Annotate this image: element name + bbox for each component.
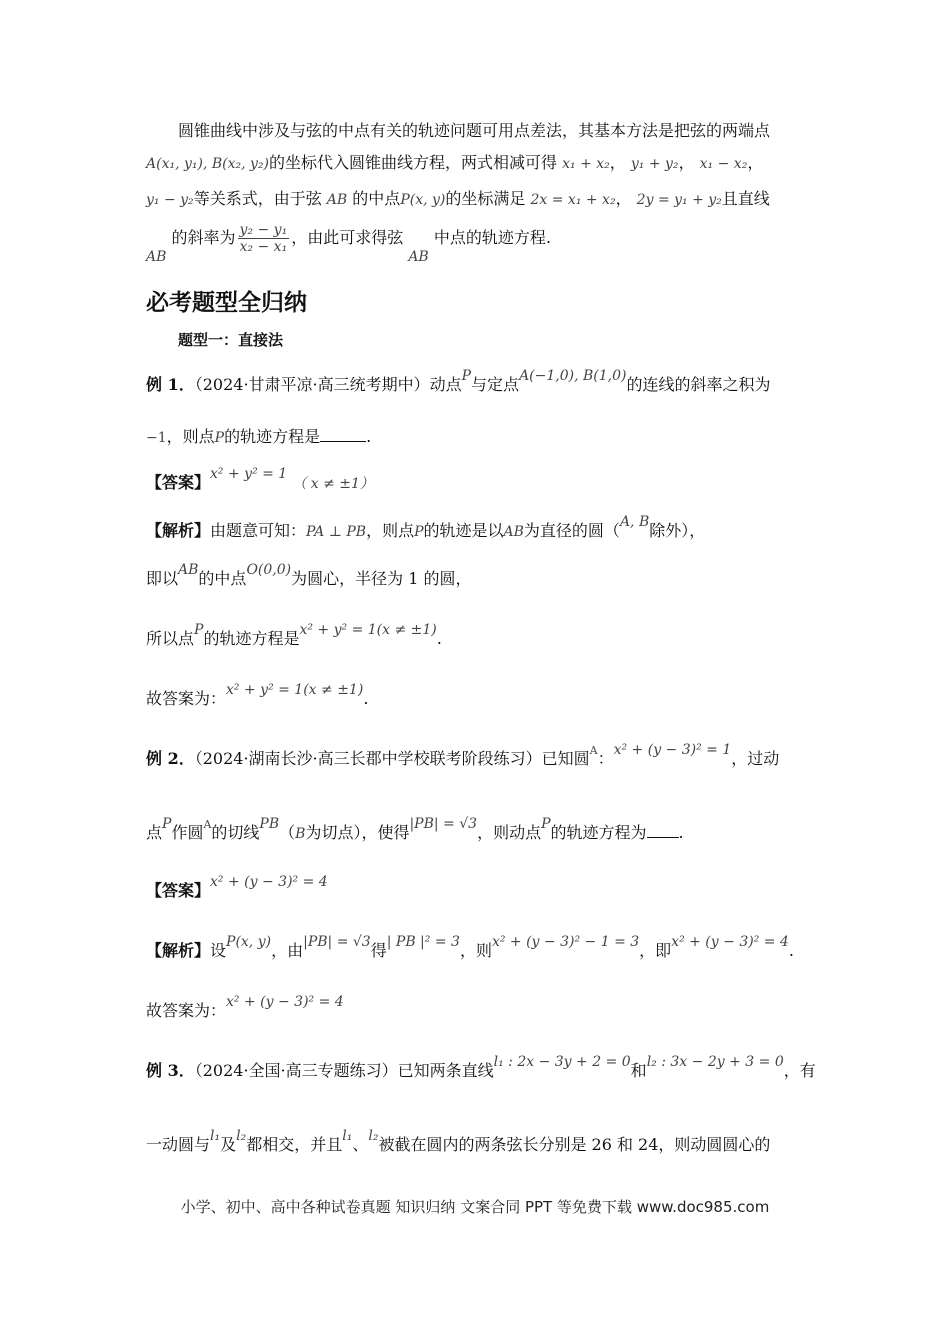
intro-text: 的坐标代入圆锥曲线方程，两式相减可得 xyxy=(269,153,558,172)
subsection-heading: 题型一：直接法 xyxy=(178,331,284,349)
solution-text: 的中点 xyxy=(198,569,247,588)
solution-text: 由题意可知： xyxy=(210,521,307,540)
math-answer: x² + (y − 3)² = 4 xyxy=(226,994,344,1010)
math-point: P(x, y) xyxy=(226,934,272,950)
math-trajectory: x² + y² = 1(x ≠ ±1) xyxy=(226,682,364,698)
math-condition: （ x ≠ ±1） xyxy=(292,476,374,492)
intro-text: 等关系式，由于弦 xyxy=(193,189,322,208)
intro-line-4 xyxy=(146,222,806,265)
math-expr: 2y = y₁ + y₂ xyxy=(636,192,722,208)
example-text: 的切线 xyxy=(211,823,260,842)
example-text: 、 xyxy=(352,1135,369,1154)
solution-label: 【解析】 xyxy=(146,941,211,960)
math-expr: 2x = x₁ + x₂ xyxy=(530,192,616,208)
solution-label: 【解析】 xyxy=(146,521,211,540)
ex3-line-1 xyxy=(146,1054,816,1081)
math-length: |PB| = √3 xyxy=(409,816,478,832)
math-pb: PB xyxy=(259,816,280,832)
solution-text: ，则点 xyxy=(366,521,415,540)
solution-text: . xyxy=(363,689,369,708)
example-text: （2024·全国·高三专题练习）已知两条直线 xyxy=(194,1061,494,1080)
math-ab: A, B xyxy=(619,514,650,530)
intro-text: ，由此可求得弦 xyxy=(291,228,404,247)
example-text: 点 xyxy=(146,823,163,842)
solution-text: . xyxy=(436,629,442,648)
math-equation: x² + (y − 3)² = 4 xyxy=(671,934,789,950)
solution-text: 的轨迹是以 xyxy=(423,521,504,540)
intro-text: 的斜率为 xyxy=(171,228,236,247)
math-trajectory: x² + y² = 1(x ≠ ±1) xyxy=(299,622,437,638)
math-perp: PA ⊥ PB xyxy=(306,524,367,540)
ex3-line-2 xyxy=(146,1128,806,1155)
math-p: P xyxy=(162,816,172,832)
example-text: ，则点 xyxy=(166,427,215,446)
math-p: P xyxy=(461,368,472,384)
ex2-line-1 xyxy=(146,742,806,769)
example-label: 例 1． xyxy=(146,375,195,394)
math-point: P(x, y) xyxy=(400,192,446,208)
example-text: 的连线的斜率之积为 xyxy=(626,375,771,394)
intro-text: 圆锥曲线中涉及与弦的中点有关的轨迹问题可用点差法，其基本方法是把弦的两端点 xyxy=(178,121,771,140)
example-text: ，有 xyxy=(783,1061,816,1080)
math-ab: AB xyxy=(146,249,167,265)
math-equation: x² + (y − 3)² − 1 = 3 xyxy=(491,934,640,950)
example-text: 和 xyxy=(630,1061,647,1080)
intro-text: 且直线 xyxy=(721,189,770,208)
math-value: −1 xyxy=(146,430,167,446)
answer-blank xyxy=(320,427,366,442)
example-text: （2024·甘肃平凉·高三统考期中）动点 xyxy=(194,375,462,394)
math-l2: l₂ xyxy=(368,1128,379,1144)
ex2-answer xyxy=(146,874,806,901)
solution-text: 为直径的圆（ xyxy=(523,521,620,540)
math-expr: x₁ − x₂ xyxy=(699,156,748,172)
example-text: 及 xyxy=(220,1135,237,1154)
intro-text: 的坐标满足 xyxy=(445,189,526,208)
math-p: P xyxy=(414,524,424,540)
math-answer: x² + y² = 1 xyxy=(210,466,288,482)
ex2-line-2: 点P作圆$^A$的切线PB（B为切点），使得|PB| = √3，则动点P的轨迹方程为 . xyxy=(146,816,684,842)
math-l1: l₁ xyxy=(210,1128,221,1144)
math-p: P xyxy=(194,622,204,638)
example-text: ，过动 xyxy=(731,749,780,768)
final-answer-label: 故答案为： xyxy=(146,1001,227,1020)
solution-text: 设 xyxy=(210,941,227,960)
solution-text: 的轨迹方程是 xyxy=(203,629,300,648)
math-l2: l₂ xyxy=(236,1128,247,1144)
math-expr: y₁ − y₂ xyxy=(146,192,194,208)
math-p: P xyxy=(541,816,551,832)
math-origin: O(0,0) xyxy=(246,562,292,578)
ex1-line-1 xyxy=(146,368,806,395)
example-text: ，则动点 xyxy=(477,823,542,842)
math-ab: AB xyxy=(503,524,524,540)
ex1-solution-1 xyxy=(146,514,806,541)
example-text: 一动圆与 xyxy=(146,1135,211,1154)
example-text: 作圆 xyxy=(171,823,204,842)
final-answer-label: 故答案为： xyxy=(146,689,227,708)
example-text: 的轨迹方程是 xyxy=(224,427,321,446)
math-ab: AB xyxy=(408,249,429,265)
ex1-answer xyxy=(146,466,806,493)
section-heading: 必考题型全归纳 xyxy=(146,290,307,316)
solution-text: ，由 xyxy=(271,941,304,960)
answer-label: 【答案】 xyxy=(146,881,211,900)
ex1-line-2: −1，则点P的轨迹方程是 . xyxy=(146,427,372,446)
example-text: ： xyxy=(597,749,614,768)
example-text: 的轨迹方程为 xyxy=(550,823,647,842)
math-square: | PB |² = 3 xyxy=(386,934,460,950)
math-circle-eq: x² + (y − 3)² = 1 xyxy=(613,742,732,758)
math-fixed-points: A(−1,0), B(1,0) xyxy=(519,368,627,384)
ex2-final xyxy=(146,994,806,1021)
intro-text: 的中点 xyxy=(352,189,401,208)
math-circle-a: A xyxy=(203,818,212,831)
intro-line-1 xyxy=(178,118,838,141)
ex1-solution-2 xyxy=(146,562,806,589)
math-circle-a: A xyxy=(589,744,598,757)
example-text: 都相交，并且 xyxy=(246,1135,343,1154)
math-length: |PB| = √3 xyxy=(303,934,371,950)
fraction-denominator: x₂ − x₁ xyxy=(239,239,288,255)
intro-line-2: A(x₁, y₁), B(x₂, y₂)的坐标代入圆锥曲线方程，两式相减可得 x₁ + x₂， y₁ + y₂， x₁ − x₂， xyxy=(146,153,764,172)
ex2-solution xyxy=(146,934,806,961)
math-expr: y₁ + y₂ xyxy=(630,156,679,172)
ex1-final xyxy=(146,682,806,709)
math-answer: x² + (y − 3)² = 4 xyxy=(210,874,328,890)
math-b: B xyxy=(295,826,306,842)
example-text: （2024·湖南长沙·高三长郡中学校联考阶段练习）已知圆 xyxy=(194,749,590,768)
solution-text: 为圆心，半径为 1 的圆， xyxy=(291,569,472,588)
solution-text: 得 xyxy=(370,941,387,960)
example-text: （ xyxy=(279,823,296,842)
example-label: 例 2． xyxy=(146,749,195,768)
math-ab: AB xyxy=(178,562,199,578)
solution-text: 所以点 xyxy=(146,629,195,648)
solution-text: ，则 xyxy=(459,941,492,960)
answer-label: 【答案】 xyxy=(146,473,211,492)
math-p: P xyxy=(214,430,225,446)
intro-line-3: y₁ − y₂等关系式，由于弦 AB 的中点P(x, y)的坐标满足 2x = x₁ + x₂， 2y = y₁ + y₂且直线 xyxy=(146,189,770,208)
solution-text: . xyxy=(788,941,794,960)
ex1-solution-3 xyxy=(146,622,806,649)
math-endpoints: A(x₁, y₁), B(x₂, y₂) xyxy=(146,156,270,172)
math-expr: x₁ + x₂ xyxy=(562,156,610,172)
solution-text: 除外）， xyxy=(649,521,706,540)
math-l1: l₁ xyxy=(342,1128,353,1144)
example-text: 与定点 xyxy=(471,375,520,394)
intro-text: 中点的轨迹方程. xyxy=(433,228,551,247)
example-text: 被截在圆内的两条弦长分别是 26 和 24，则动圆圆心的 xyxy=(378,1135,771,1154)
solution-text: ，即 xyxy=(639,941,672,960)
example-label: 例 3． xyxy=(146,1061,195,1080)
math-line-l2: l₂ : 3x − 2y + 3 = 0 xyxy=(646,1054,784,1070)
page-footer: 小学、初中、高中各种试卷真题 知识归纳 文案合同 PPT 等免费下载 www.doc985.com xyxy=(180,1198,770,1216)
answer-blank xyxy=(647,823,679,838)
solution-text: 即以 xyxy=(146,569,179,588)
slope-fraction xyxy=(238,222,290,255)
math-line-l1: l₁ : 2x − 3y + 2 = 0 xyxy=(493,1054,631,1070)
fraction-numerator: y₂ − y₁ xyxy=(239,222,288,238)
math-ab: AB xyxy=(326,192,348,208)
example-text: 为切点），使得 xyxy=(305,823,410,842)
